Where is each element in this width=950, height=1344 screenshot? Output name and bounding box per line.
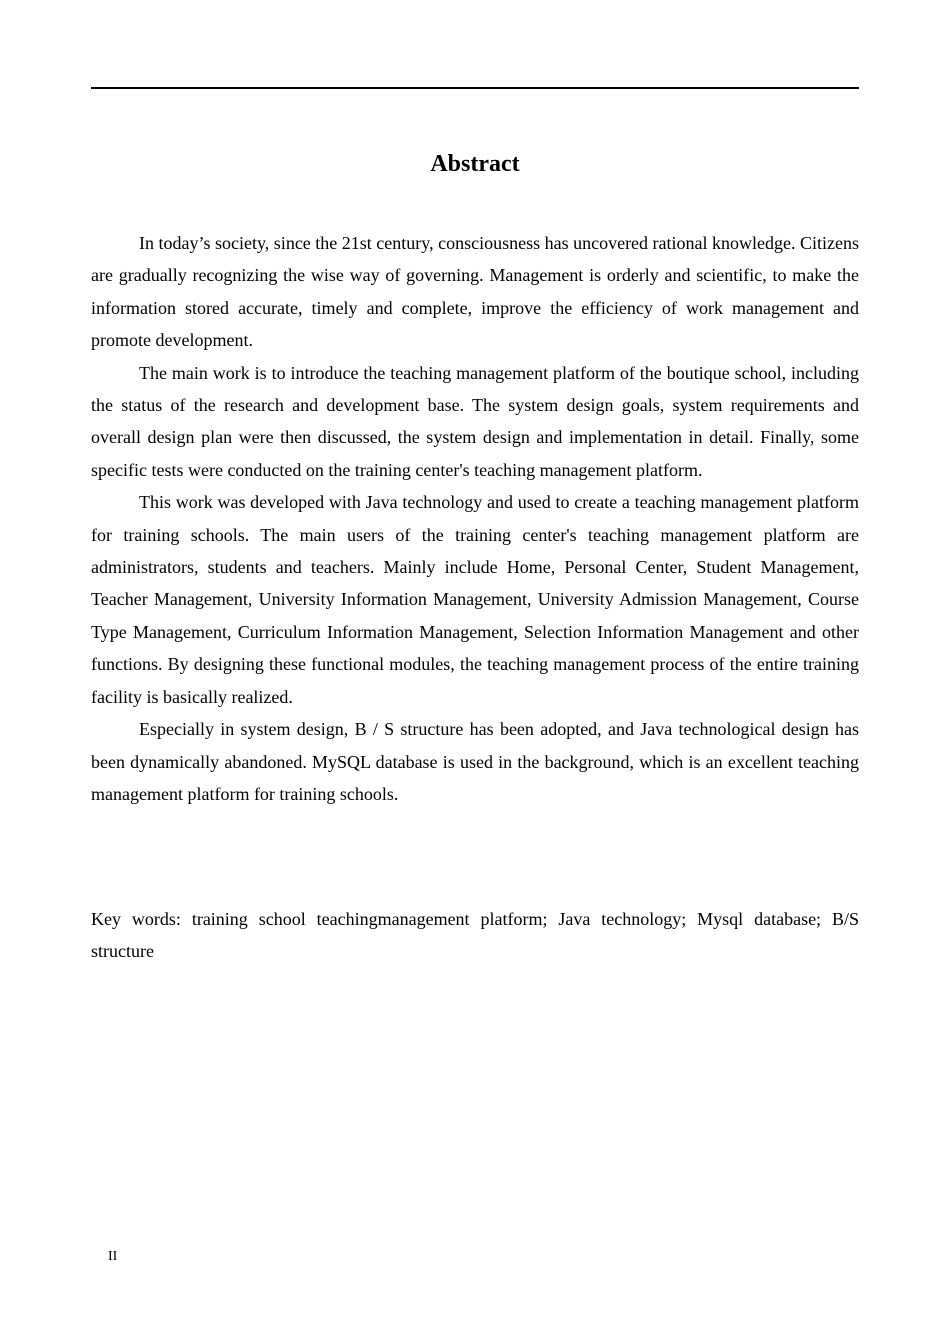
- keywords-line: Key words: training school teachingmanagement platform; Java technology; Mysql database; B/S structure: [91, 909, 859, 962]
- abstract-paragraph-2: The main work is to introduce the teaching management platform of the boutique school, including the status of the research and development base. The system design goals, system requirements and overall design plan were then discussed, the system design and implementation in detail. Finally, some specific tests were conducted on the training center's teaching management platform.: [91, 362, 859, 480]
- abstract-paragraph-4: Especially in system design, B / S structure has been adopted, and Java technological design has been dynamically abandoned. MySQL database is used in the background, which is an excellent teaching management platform for training schools.: [91, 719, 859, 804]
- abstract-paragraph-1: In today’s society, since the 21st century, consciousness has uncovered rational knowledge. Citizens are gradually recognizing the wise way of governing. Management is orderly and scientific, to make the information stored accurate, timely and complete, improve the efficiency of work management and promote development.: [91, 233, 859, 351]
- abstract-paragraph-3: This work was developed with Java technology and used to create a teaching management platform for training schools. The main users of the training center's teaching management platform are administrators, students and teachers. Mainly include Home, Personal Center, Student Management, Teacher Management, University Information Management, University Admission Management, Course Type Management, Curriculum Information Management, Selection Information Management and other functions. By designing these functional modules, the teaching management process of the entire training facility is basically realized.: [91, 492, 859, 707]
- abstract-body: [91, 227, 859, 810]
- page-number: II: [108, 1249, 118, 1264]
- abstract-title: Abstract: [430, 151, 520, 177]
- header-rule: [91, 87, 859, 89]
